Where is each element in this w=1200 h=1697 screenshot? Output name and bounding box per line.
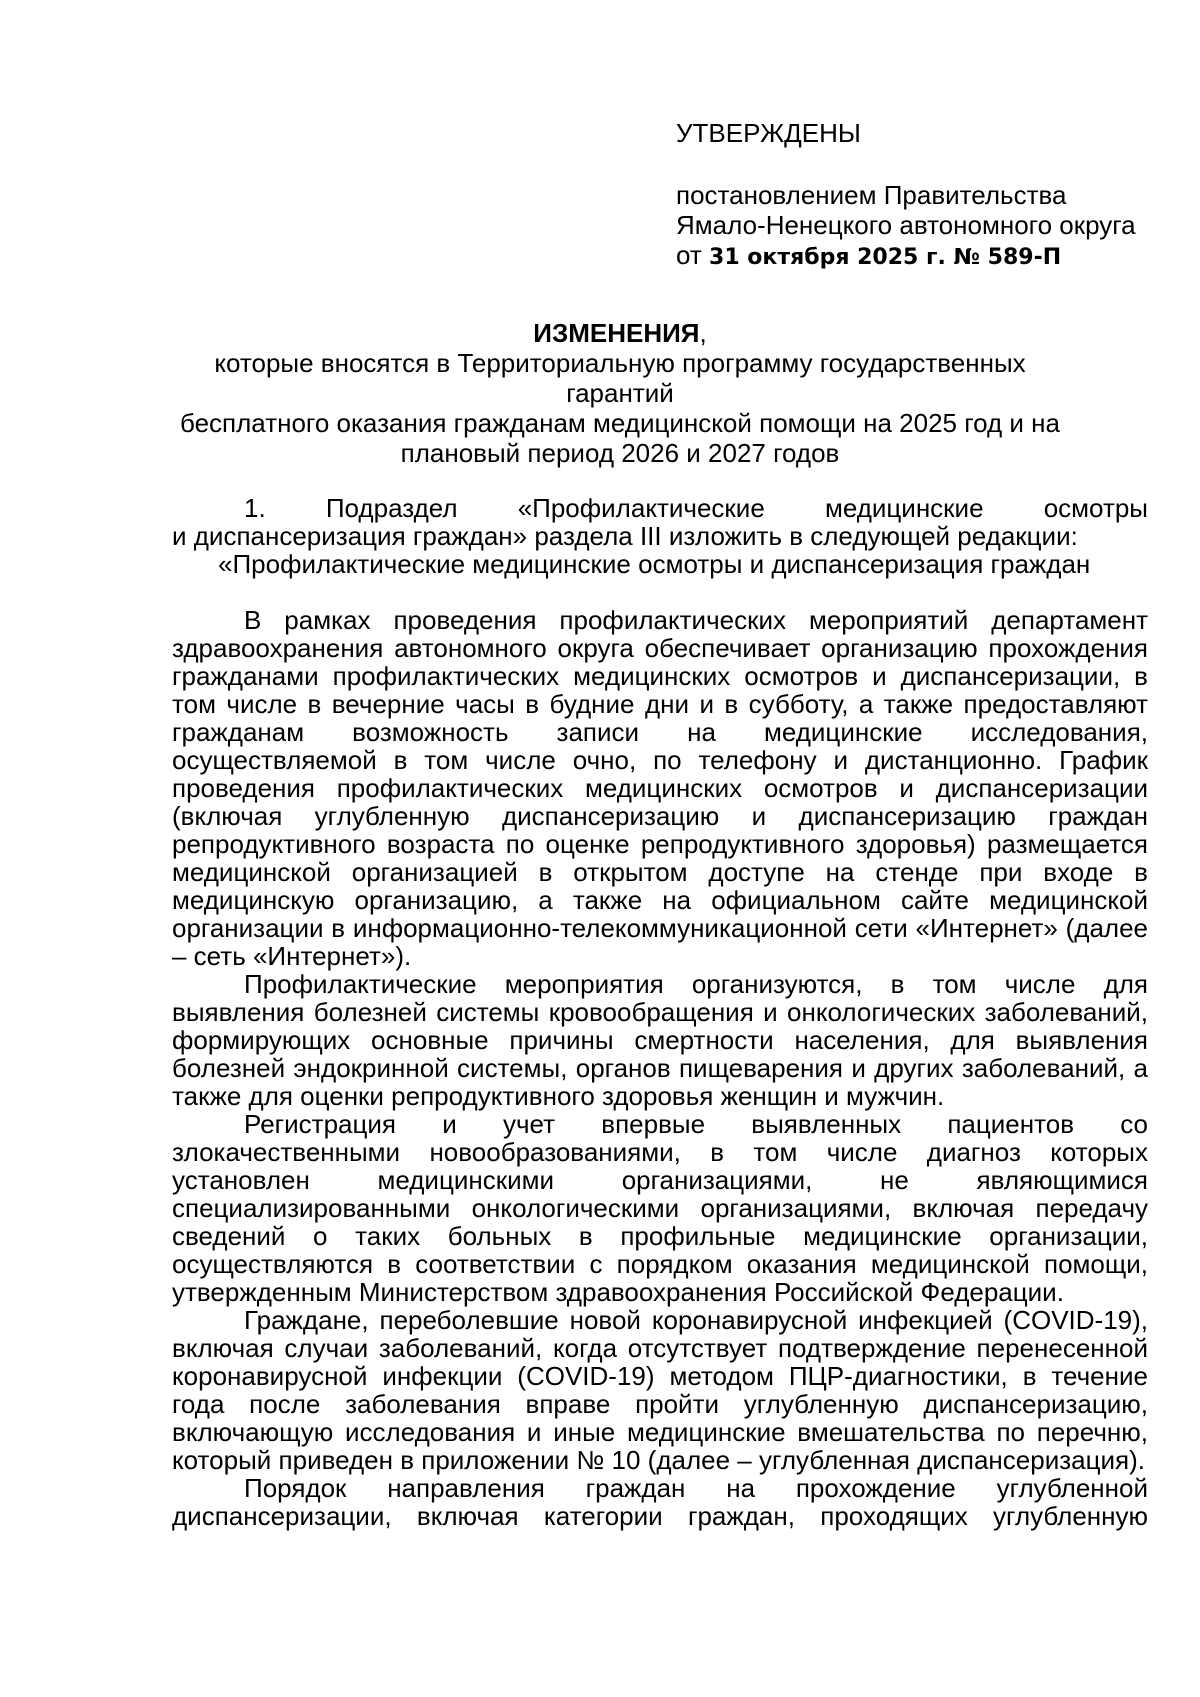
- paragraph-4: Граждане, переболевшие новой коронавирусной инфекцией (COVID-19), включая случаи заболеваний, когда отсутствует подтверждение перенесенной коронавирусной инфекции (COVID-19) методом ПЦР-диагностики, в течение года после заболевания вправе пройти углубленную диспансеризацию, включающую исследования и иные медицинские вмешательства по перечню, который приведен в приложении № 10 (далее – углубленная диспансеризация).: [172, 1305, 1148, 1475]
- document-body: [172, 494, 1148, 1530]
- title-heading: [170, 318, 1070, 348]
- title-line-2: бесплатного оказания гражданам медицинской помощи на 2025 год и на: [180, 408, 1060, 438]
- paragraph-1: В рамках проведения профилактических мероприятий департамент здравоохранения автономного округа обеспечивает организацию прохождения гражданами профилактических медицинских осмотров и диспансеризации, в том числе в вечерние часы в будние дни и в субботу, а также предоставляют гражданам возможность записи на медицинские исследования, осуществляемой в том числе очно, по телефону и дистанционно. График проведения профилактических медицинских осмотров и диспансеризации (включая углубленную диспансеризацию и диспансеризацию граждан репродуктивного возраста по оценке репродуктивного здоровья) размещается медицинской организацией в открытом доступе на стенде при входе в медицинскую организацию, а также на официальном сайте медицинской организации в информационно-телекоммуникационной сети «Интернет» (далее – сеть «Интернет»).: [172, 605, 1148, 971]
- approval-date-value: 31 октября 2025 г. № 589-П: [709, 245, 1062, 270]
- paragraph-3: Регистрация и учет впервые выявленных пациентов со злокачественными новообразованиями, в том числе диагноз которых установлен медицинскими организациями, не являющимися специализированными онкологическими организациями, включая передачу сведений о таких больных в профильные медицинские организации, осуществляются в соответствии с порядком оказания медицинской помощи, утвержденным Министерством здравоохранения Российской Федерации.: [172, 1109, 1148, 1307]
- approval-line-2: Ямало-Ненецкого автономного округа: [676, 210, 1136, 240]
- approval-line-1: постановлением Правительства: [676, 180, 1067, 210]
- approval-date-row: [676, 240, 1136, 273]
- item-1-line-2: и диспансеризация граждан» раздела III изложить в следующей редакции:: [172, 521, 1078, 551]
- approval-date-prefix: от: [676, 240, 702, 270]
- title-line-1: которые вносятся в Территориальную программу государственных гарантий: [214, 348, 1026, 408]
- title-heading-comma: ,: [699, 318, 707, 348]
- paragraph-gap: [172, 578, 1148, 606]
- title-heading-text: ИЗМЕНЕНИЯ: [533, 318, 700, 348]
- approval-details: [676, 180, 1136, 273]
- paragraph-2: Профилактические мероприятия организуются, в том числе для выявления болезней системы кровообращения и онкологических заболеваний, формирующих основные причины смертности населения, для выявления болезней эндокринной системы, органов пищеварения и других заболеваний, а также для оценки репродуктивного здоровья женщин и мужчин.: [172, 969, 1148, 1111]
- approval-heading: УТВЕРЖДЕНЫ: [676, 118, 861, 148]
- item-1-line-1: 1. Подраздел «Профилактические медицинские осмотры: [244, 493, 1148, 523]
- title-line-3: плановый период 2026 и 2027 годов: [400, 438, 840, 468]
- document-title: [170, 318, 1070, 468]
- paragraph-5: Порядок направления граждан на прохождение углубленной диспансеризации, включая категории граждан, проходящих углубленную: [172, 1473, 1148, 1531]
- quoted-subsection-heading: «Профилактические медицинские осмотры и диспансеризация граждан: [218, 549, 1091, 579]
